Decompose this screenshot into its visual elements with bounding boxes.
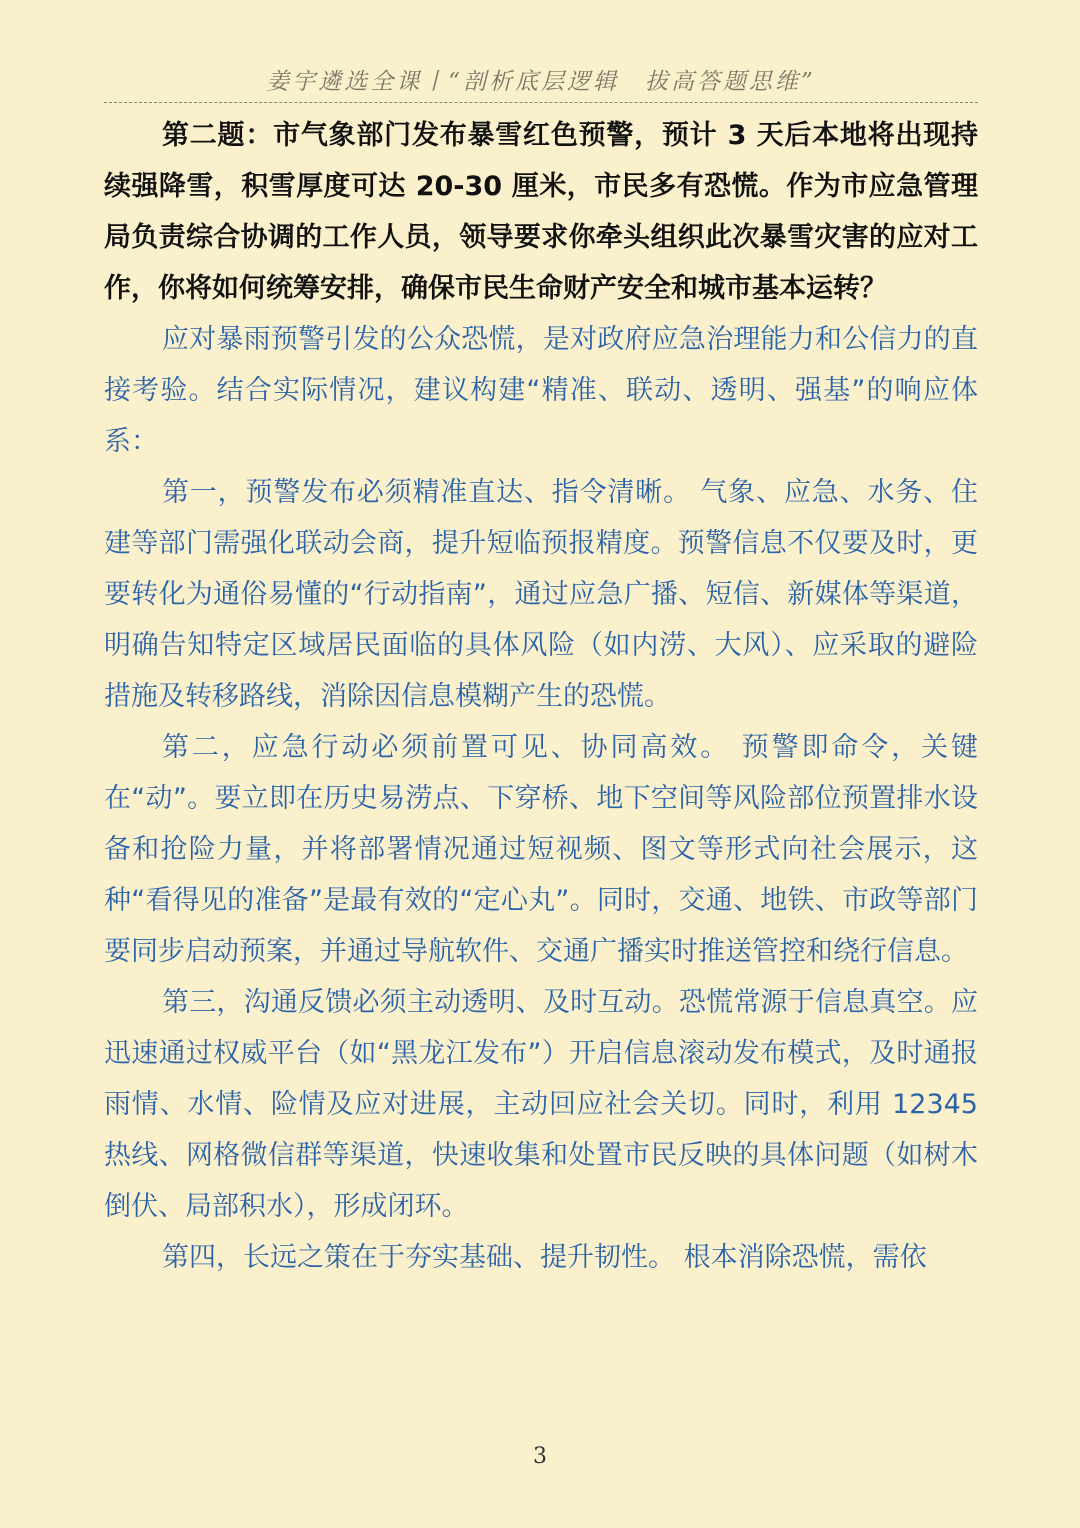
answer-paragraph-second: 第二，应急行动必须前置可见、协同高效。 预警即命令，关键在“动”。要立即在历史易涝点、下穿桥、地下空间等风险部位预置排水设备和抢险力量，并将部署情况通过短视频、图文等形式向社会展示，这种“看得见的准备”是最有效的“定心丸”。同时，交通、地铁、市政等部门要同步启动预案，并通过导航软件、交通广播实时推送管控和绕行信息。 xyxy=(104,732,978,967)
document-body xyxy=(104,110,978,1283)
answer-paragraph-third: 第三，沟通反馈必须主动透明、及时互动。恐慌常源于信息真空。应迅速通过权威平台（如“黑龙江发布”）开启信息滚动发布模式，及时通报雨情、水情、险情及应对进展，主动回应社会关切。同时，利用 12345 热线、网格微信群等渠道，快速收集和处置市民反映的具体问题（如树木倒伏、局部积水），形成闭环。 xyxy=(104,987,978,1222)
answer-paragraph-fourth: 第四，长远之策在于夯实基础、提升韧性。 根本消除恐慌，需依 xyxy=(162,1242,927,1273)
answer-paragraph-first: 第一，预警发布必须精准直达、指令清晰。 气象、应急、水务、住建等部门需强化联动会商，提升短临预报精度。预警信息不仅要及时，更要转化为通俗易懂的“行动指南”，通过应急广播、短信、新媒体等渠道，明确告知特定区域居民面临的具体风险（如内涝、大风）、应采取的避险措施及转移路线，消除因信息模糊产生的恐慌。 xyxy=(104,477,978,712)
page-header: 姜宇遴选全课丨“剖析底层逻辑 拔高答题思维” xyxy=(104,62,978,103)
question-paragraph: 第二题：市气象部门发布暴雪红色预警，预计 3 天后本地将出现持续强降雪，积雪厚度可达 20-30 厘米，市民多有恐慌。作为市应急管理局负责综合协调的工作人员，领导要求你牵头组织此次暴雪灾害的应对工作，你将如何统筹安排，确保市民生命财产安全和城市基本运转？ xyxy=(104,120,978,304)
page-number: 3 xyxy=(533,1444,547,1469)
answer-paragraph-intro: 应对暴雨预警引发的公众恐慌，是对政府应急治理能力和公信力的直接考验。结合实际情况，建议构建“精准、联动、透明、强基”的响应体系： xyxy=(104,324,978,457)
